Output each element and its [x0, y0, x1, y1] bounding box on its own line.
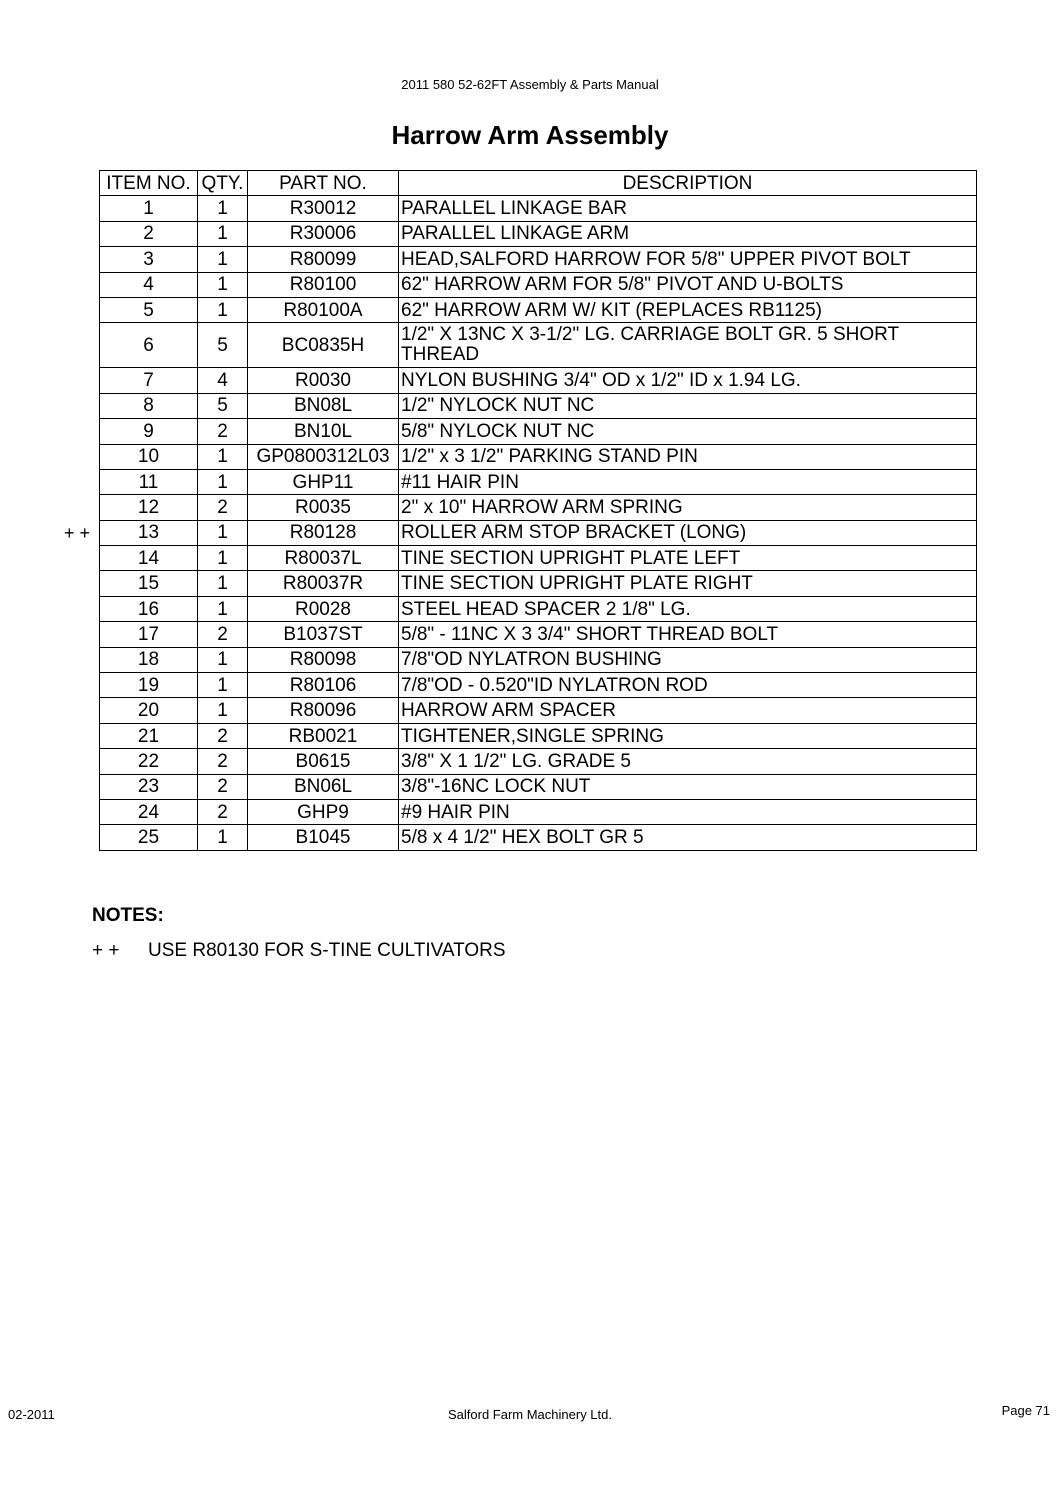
cell-item-no: 21	[100, 723, 198, 748]
note-item	[92, 940, 506, 962]
table-row	[100, 393, 977, 418]
cell-part-no: B1045	[248, 825, 399, 850]
cell-part-no: GHP11	[248, 469, 399, 494]
footer-date: 02-2011	[8, 1407, 55, 1422]
cell-description: 62" HARROW ARM FOR 5/8" PIVOT AND U-BOLTS	[399, 272, 977, 297]
table-row	[100, 297, 977, 322]
cell-description: 2" x 10" HARROW ARM SPRING	[399, 495, 977, 520]
table-row	[100, 622, 977, 647]
table-row	[100, 673, 977, 698]
cell-qty: 2	[198, 749, 248, 774]
cell-description: HARROW ARM SPACER	[399, 698, 977, 723]
table-row	[100, 647, 977, 672]
cell-description: 1/2" NYLOCK NUT NC	[399, 393, 977, 418]
cell-qty: 4	[198, 368, 248, 393]
parts-table-body	[100, 196, 977, 850]
cell-qty: 1	[198, 698, 248, 723]
cell-part-no: R30006	[248, 221, 399, 246]
cell-part-no: R0035	[248, 495, 399, 520]
cell-part-no: R80100A	[248, 297, 399, 322]
cell-part-no: R80128	[248, 520, 399, 545]
cell-part-no: R80098	[248, 647, 399, 672]
cell-qty: 2	[198, 723, 248, 748]
cell-qty: 1	[198, 825, 248, 850]
cell-item-no: 24	[100, 799, 198, 824]
parts-table	[99, 170, 977, 851]
cell-qty: 1	[198, 247, 248, 272]
table-row	[100, 546, 977, 571]
column-header-item-no: ITEM NO.	[100, 171, 198, 196]
footer-company: Salford Farm Machinery Ltd.	[447, 1407, 612, 1422]
cell-qty: 1	[198, 444, 248, 469]
table-row	[100, 520, 977, 545]
cell-qty: 2	[198, 799, 248, 824]
cell-description: 1/2" X 13NC X 3-1/2" LG. CARRIAGE BOLT GR. 5 SHORT THREAD	[399, 323, 977, 368]
cell-qty: 1	[198, 272, 248, 297]
cell-item-no: 9	[100, 419, 198, 444]
cell-qty: 1	[198, 520, 248, 545]
cell-description: PARALLEL LINKAGE BAR	[399, 196, 977, 221]
cell-description: 5/8" - 11NC X 3 3/4" SHORT THREAD BOLT	[399, 622, 977, 647]
cell-part-no: BN06L	[248, 774, 399, 799]
cell-description: 3/8" X 1 1/2" LG. GRADE 5	[399, 749, 977, 774]
cell-description: 7/8"OD NYLATRON BUSHING	[399, 647, 977, 672]
table-row	[100, 444, 977, 469]
cell-qty: 2	[198, 622, 248, 647]
cell-item-no: 11	[100, 469, 198, 494]
cell-item-no: 1	[100, 196, 198, 221]
table-header-row	[100, 171, 977, 196]
table-row	[100, 272, 977, 297]
cell-qty: 5	[198, 323, 248, 368]
cell-item-no: 5	[100, 297, 198, 322]
cell-part-no: B1037ST	[248, 622, 399, 647]
cell-qty: 1	[198, 469, 248, 494]
cell-item-no: 12	[100, 495, 198, 520]
cell-description: NYLON BUSHING 3/4" OD x 1/2" ID x 1.94 LG.	[399, 368, 977, 393]
note-text: USE R80130 FOR S-TINE CULTIVATORS	[148, 940, 506, 961]
cell-qty: 1	[198, 297, 248, 322]
cell-description: 1/2" x 3 1/2" PARKING STAND PIN	[399, 444, 977, 469]
cell-description: 62" HARROW ARM W/ KIT (REPLACES RB1125)	[399, 297, 977, 322]
cell-qty: 2	[198, 419, 248, 444]
table-row	[100, 495, 977, 520]
cell-item-no: 7	[100, 368, 198, 393]
cell-qty: 2	[198, 495, 248, 520]
cell-part-no: R80096	[248, 698, 399, 723]
cell-part-no: BN10L	[248, 419, 399, 444]
cell-qty: 1	[198, 546, 248, 571]
cell-item-no: 25	[100, 825, 198, 850]
cell-part-no: B0615	[248, 749, 399, 774]
cell-item-no: 17	[100, 622, 198, 647]
cell-part-no: GHP9	[248, 799, 399, 824]
cell-item-no: 15	[100, 571, 198, 596]
cell-item-no: 23	[100, 774, 198, 799]
cell-part-no: R80099	[248, 247, 399, 272]
cell-description: 5/8" NYLOCK NUT NC	[399, 419, 977, 444]
cell-description: 7/8"OD - 0.520"ID NYLATRON ROD	[399, 673, 977, 698]
cell-item-no: 10	[100, 444, 198, 469]
note-symbol: + +	[92, 940, 120, 961]
cell-part-no: R0028	[248, 596, 399, 621]
cell-item-no: 6	[100, 323, 198, 368]
table-row	[100, 825, 977, 850]
cell-description: HEAD,SALFORD HARROW FOR 5/8" UPPER PIVOT BOLT	[399, 247, 977, 272]
cell-item-no: 3	[100, 247, 198, 272]
cell-description: #9 HAIR PIN	[399, 799, 977, 824]
cell-part-no: R80100	[248, 272, 399, 297]
cell-description: TIGHTENER,SINGLE SPRING	[399, 723, 977, 748]
cell-part-no: R80037R	[248, 571, 399, 596]
cell-item-no: 19	[100, 673, 198, 698]
cell-qty: 1	[198, 673, 248, 698]
table-row	[100, 723, 977, 748]
cell-item-no: 16	[100, 596, 198, 621]
cell-qty: 1	[198, 221, 248, 246]
cell-description: TINE SECTION UPRIGHT PLATE RIGHT	[399, 571, 977, 596]
table-row	[100, 221, 977, 246]
cell-qty: 2	[198, 774, 248, 799]
cell-description: TINE SECTION UPRIGHT PLATE LEFT	[399, 546, 977, 571]
cell-item-no: 8	[100, 393, 198, 418]
cell-item-no: 2	[100, 221, 198, 246]
table-row	[100, 698, 977, 723]
table-row	[100, 596, 977, 621]
table-row	[100, 774, 977, 799]
cell-description: 5/8 x 4 1/2" HEX BOLT GR 5	[399, 825, 977, 850]
column-header-description: DESCRIPTION	[399, 171, 977, 196]
cell-qty: 1	[198, 571, 248, 596]
cell-part-no: GP0800312L03	[248, 444, 399, 469]
note-marker: + +	[64, 523, 91, 543]
cell-description: ROLLER ARM STOP BRACKET (LONG)	[399, 520, 977, 545]
cell-item-no: 13	[100, 520, 198, 545]
manual-header: 2011 580 52-62FT Assembly & Parts Manual	[401, 77, 659, 92]
cell-item-no: 4	[100, 272, 198, 297]
cell-qty: 1	[198, 196, 248, 221]
cell-qty: 1	[198, 596, 248, 621]
notes-title: NOTES:	[92, 905, 164, 926]
table-row	[100, 469, 977, 494]
table-row	[100, 571, 977, 596]
cell-item-no: 20	[100, 698, 198, 723]
cell-part-no: R0030	[248, 368, 399, 393]
cell-description: PARALLEL LINKAGE ARM	[399, 221, 977, 246]
table-row	[100, 799, 977, 824]
table-row	[100, 419, 977, 444]
table-row	[100, 323, 977, 368]
cell-part-no: BN08L	[248, 393, 399, 418]
page-title: Harrow Arm Assembly	[391, 120, 669, 150]
column-header-part-no: PART NO.	[248, 171, 399, 196]
column-header-qty: QTY.	[198, 171, 248, 196]
cell-description: #11 HAIR PIN	[399, 469, 977, 494]
cell-item-no: 18	[100, 647, 198, 672]
cell-part-no: BC0835H	[248, 323, 399, 368]
cell-description: 3/8"-16NC LOCK NUT	[399, 774, 977, 799]
cell-part-no: R80106	[248, 673, 399, 698]
footer-page-number: Page 71	[1001, 1403, 1050, 1418]
cell-description: STEEL HEAD SPACER 2 1/8" LG.	[399, 596, 977, 621]
cell-qty: 1	[198, 647, 248, 672]
cell-part-no: RB0021	[248, 723, 399, 748]
cell-item-no: 22	[100, 749, 198, 774]
table-row	[100, 247, 977, 272]
cell-part-no: R80037L	[248, 546, 399, 571]
cell-part-no: R30012	[248, 196, 399, 221]
table-row	[100, 368, 977, 393]
table-row	[100, 196, 977, 221]
table-row	[100, 749, 977, 774]
cell-item-no: 14	[100, 546, 198, 571]
cell-qty: 5	[198, 393, 248, 418]
